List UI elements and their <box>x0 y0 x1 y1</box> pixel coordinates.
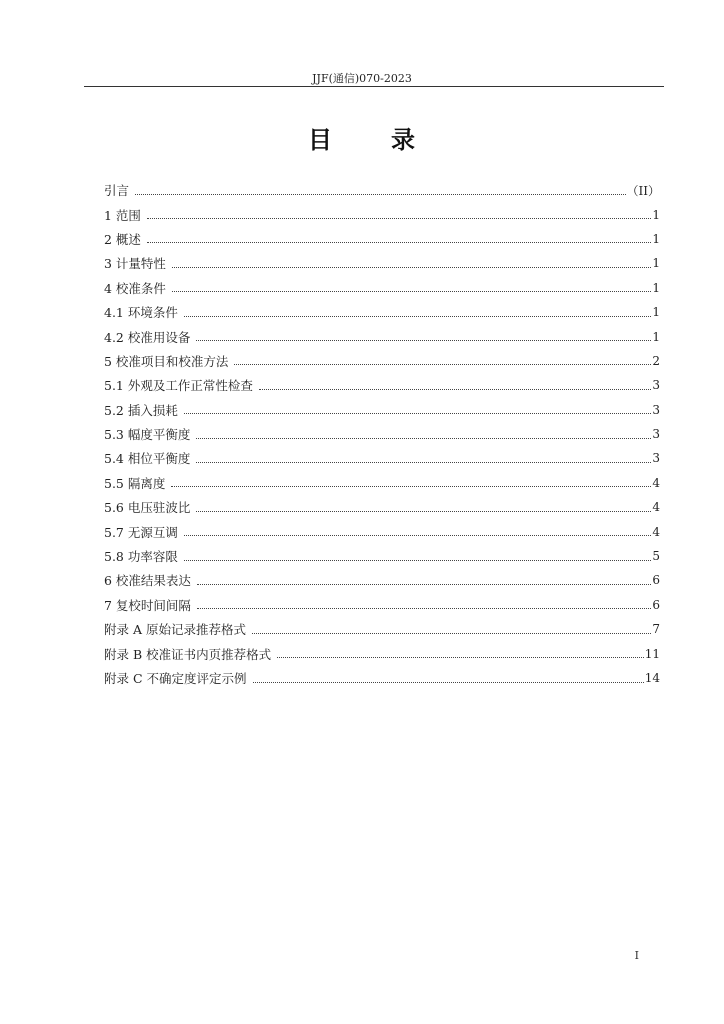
toc-entry-label: 附录 A 原始记录推荐格式 <box>104 622 246 638</box>
toc-entry-label: 7 复校时间间隔 <box>104 597 191 613</box>
toc-entry[interactable] <box>104 495 660 519</box>
toc-entry[interactable] <box>104 519 660 543</box>
toc-entry-label: 引言 <box>104 183 130 199</box>
toc-entry-page: 7 <box>652 622 660 637</box>
toc-entry-label: 5 校准项目和校准方法 <box>104 353 229 369</box>
toc-entry-label: 5.1 外观及工作正常性检查 <box>104 378 253 394</box>
toc-entry[interactable] <box>104 349 660 373</box>
toc-entry[interactable] <box>104 666 660 690</box>
toc-entry-label: 6 校准结果表达 <box>104 573 191 589</box>
toc-leader-dots <box>147 242 651 243</box>
title-char-right: 录 <box>391 126 416 154</box>
toc-leader-dots <box>172 291 651 292</box>
toc-entry[interactable] <box>104 398 660 422</box>
toc-entry[interactable] <box>104 568 660 592</box>
toc-entry[interactable] <box>104 202 660 226</box>
toc-leader-dots <box>172 267 651 268</box>
toc-leader-dots <box>277 657 644 658</box>
toc-entry-page: 3 <box>652 451 660 466</box>
page-title <box>0 120 724 155</box>
toc-leader-dots <box>234 364 651 365</box>
toc-leader-dots <box>184 535 652 536</box>
toc-entry-page: 1 <box>652 329 660 344</box>
toc-entry-label: 2 概述 <box>104 231 141 247</box>
toc-leader-dots <box>196 462 651 463</box>
title-char-left: 目 <box>308 126 333 154</box>
toc-entry[interactable] <box>104 251 660 275</box>
document-code: JJF(通信)070-2023 <box>312 72 412 85</box>
toc-entry[interactable] <box>104 446 660 470</box>
toc-entry-page: 6 <box>652 573 660 588</box>
toc-entry-label: 4.2 校准用设备 <box>104 329 191 345</box>
toc-entry-label: 附录 C 不确定度评定示例 <box>104 671 247 686</box>
toc-entry[interactable] <box>104 276 660 300</box>
toc-entry-page: 4 <box>652 524 660 539</box>
toc-entry-label: 5.2 插入损耗 <box>104 402 178 418</box>
toc-entry-label: 4.1 环境条件 <box>104 305 178 321</box>
toc-leader-dots <box>196 511 651 512</box>
toc-entry-page: 1 <box>652 207 660 222</box>
toc-leader-dots <box>171 486 651 487</box>
toc-entry-label: 5.3 幅度平衡度 <box>104 427 191 443</box>
toc-leader-dots <box>259 389 652 390</box>
toc-leader-dots <box>184 316 652 317</box>
toc-entry[interactable] <box>104 373 660 397</box>
toc-entry-page: 1 <box>652 280 660 295</box>
table-of-contents <box>104 178 660 690</box>
toc-entry[interactable] <box>104 178 660 202</box>
toc-leader-dots <box>184 560 652 561</box>
toc-entry[interactable] <box>104 227 660 251</box>
toc-entry-page: 4 <box>652 500 660 515</box>
toc-entry-label: 5.4 相位平衡度 <box>104 451 191 467</box>
toc-entry[interactable] <box>104 471 660 495</box>
toc-entry-label: 5.6 电压驻波比 <box>104 500 191 516</box>
toc-entry[interactable] <box>104 593 660 617</box>
toc-entry-label: 5.8 功率容限 <box>104 549 178 565</box>
toc-entry-page: 5 <box>652 549 660 564</box>
header-rule <box>84 86 664 87</box>
toc-entry[interactable] <box>104 300 660 324</box>
toc-entry[interactable] <box>104 617 660 641</box>
toc-entry-label: 5.7 无源互调 <box>104 524 178 540</box>
toc-entry-page: 1 <box>652 305 660 320</box>
running-header <box>0 70 724 86</box>
toc-entry-label: 3 计量特性 <box>104 256 166 272</box>
toc-entry-label: 4 校准条件 <box>104 280 166 296</box>
toc-entry-page: 1 <box>652 256 660 271</box>
toc-leader-dots <box>135 194 626 195</box>
toc-leader-dots <box>197 584 651 585</box>
toc-entry-page: （II） <box>626 183 660 198</box>
toc-entry-page: 6 <box>652 597 660 612</box>
toc-entry-page: 3 <box>652 427 660 442</box>
toc-leader-dots <box>147 218 651 219</box>
toc-entry[interactable] <box>104 641 660 665</box>
toc-entry[interactable] <box>104 324 660 348</box>
page-number: I <box>634 949 639 962</box>
toc-leader-dots <box>196 438 651 439</box>
toc-leader-dots <box>253 682 644 683</box>
toc-entry-label: 5.5 隔离度 <box>104 475 166 491</box>
toc-entry-page: 11 <box>644 646 660 661</box>
toc-leader-dots <box>197 608 651 609</box>
toc-entry-page: 2 <box>652 353 660 368</box>
toc-entry-page: 4 <box>652 475 660 490</box>
toc-entry-page: 3 <box>652 402 660 417</box>
toc-entry-page: 14 <box>644 671 660 685</box>
toc-leader-dots <box>196 340 651 341</box>
toc-entry[interactable] <box>104 544 660 568</box>
toc-entry-label: 附录 B 校准证书内页推荐格式 <box>104 646 272 662</box>
toc-entry-page: 1 <box>652 231 660 246</box>
toc-entry-page: 3 <box>652 378 660 393</box>
toc-leader-dots <box>184 413 652 414</box>
toc-leader-dots <box>252 633 651 634</box>
toc-entry-label: 1 范围 <box>104 207 141 223</box>
toc-entry[interactable] <box>104 422 660 446</box>
